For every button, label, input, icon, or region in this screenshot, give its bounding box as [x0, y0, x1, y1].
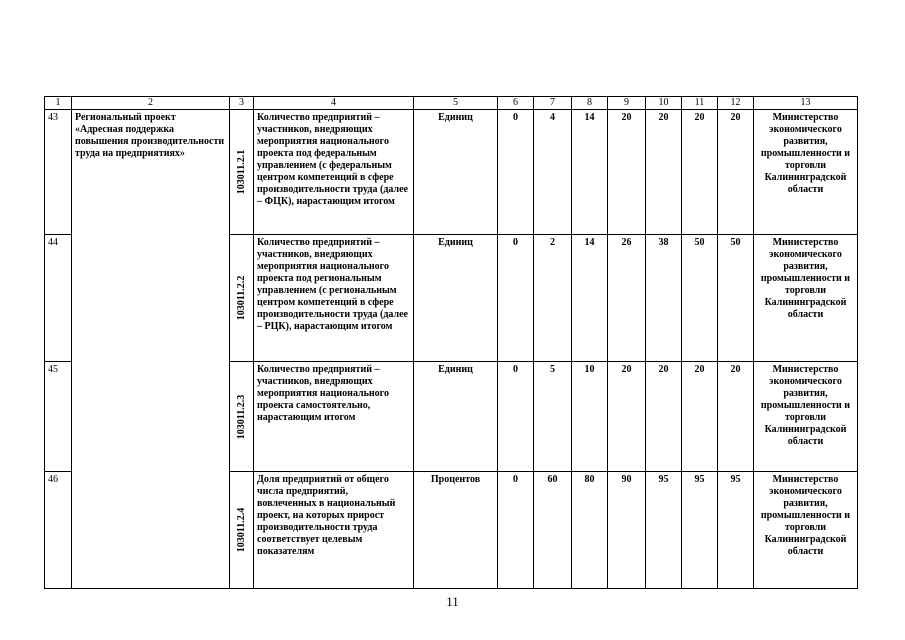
- responsible-cell: Министерство экономического развития, промышленности и торговли Калининградской области: [754, 110, 858, 235]
- header-cell: 7: [534, 97, 572, 110]
- value-cell: 20: [646, 362, 682, 472]
- header-cell: 1: [45, 97, 72, 110]
- header-cell: 11: [682, 97, 718, 110]
- value-cell: 50: [718, 235, 754, 362]
- header-cell: 12: [718, 97, 754, 110]
- value-cell: 14: [572, 235, 608, 362]
- value-cell: 90: [608, 472, 646, 589]
- value-cell: 10: [572, 362, 608, 472]
- indicator-code-text: 103011.2.1: [235, 149, 247, 195]
- value-cell: 20: [682, 362, 718, 472]
- row-number: 46: [45, 472, 72, 589]
- header-cell: 13: [754, 97, 858, 110]
- responsible-cell: Министерство экономического развития, промышленности и торговли Калининградской области: [754, 235, 858, 362]
- indicator-code: [230, 362, 254, 472]
- value-cell: 0: [498, 472, 534, 589]
- value-cell: 95: [718, 472, 754, 589]
- value-cell: 80: [572, 472, 608, 589]
- value-cell: 50: [682, 235, 718, 362]
- indicator-code-text: 103011.2.2: [235, 275, 247, 321]
- indicator-code-text: 103011.2.3: [235, 394, 247, 439]
- header-cell: 2: [72, 97, 230, 110]
- value-cell: 20: [682, 110, 718, 235]
- indicator-code: [230, 110, 254, 235]
- responsible-cell: Министерство экономического развития, промышленности и торговли Калининградской области: [754, 472, 858, 589]
- value-cell: 14: [572, 110, 608, 235]
- header-cell: 8: [572, 97, 608, 110]
- project-name: Региональный проект «Адресная поддержка повышения производительности труда на предприятиях»: [72, 110, 230, 589]
- value-cell: 0: [498, 235, 534, 362]
- row-number: 44: [45, 235, 72, 362]
- value-cell: 0: [498, 110, 534, 235]
- value-cell: 20: [718, 110, 754, 235]
- value-cell: 20: [718, 362, 754, 472]
- row-number: 45: [45, 362, 72, 472]
- unit-cell: Процентов: [414, 472, 498, 589]
- value-cell: 5: [534, 362, 572, 472]
- indicator-name: Количество предприятий – участников, внедряющих мероприятия национального проекта под региональным управлением (с региональным центром компетенций в сфере производительности труда (далее – РЦК), нарастающим итогом: [254, 235, 414, 362]
- header-cell: 9: [608, 97, 646, 110]
- header-cell: 6: [498, 97, 534, 110]
- header-cell: 10: [646, 97, 682, 110]
- indicator-code: [230, 472, 254, 589]
- page-number: 11: [446, 594, 459, 609]
- value-cell: 20: [608, 110, 646, 235]
- indicator-code: [230, 235, 254, 362]
- value-cell: 95: [646, 472, 682, 589]
- indicator-name: Доля предприятий от общего числа предприятий, вовлеченных в национальный проект, на которых прирост производительности труда соответствует целевым показателям: [254, 472, 414, 589]
- value-cell: 20: [646, 110, 682, 235]
- value-cell: 4: [534, 110, 572, 235]
- header-row: [45, 97, 858, 110]
- indicators-table: [44, 96, 858, 589]
- header-cell: 3: [230, 97, 254, 110]
- value-cell: 2: [534, 235, 572, 362]
- row-number: 43: [45, 110, 72, 235]
- value-cell: 26: [608, 235, 646, 362]
- value-cell: 20: [608, 362, 646, 472]
- indicator-name: Количество предприятий – участников, внедряющих мероприятия национального проекта самостоятельно, нарастающим итогом: [254, 362, 414, 472]
- value-cell: 60: [534, 472, 572, 589]
- header-cell: 4: [254, 97, 414, 110]
- unit-cell: Единиц: [414, 362, 498, 472]
- unit-cell: Единиц: [414, 110, 498, 235]
- value-cell: 38: [646, 235, 682, 362]
- indicator-name: Количество предприятий – участников, внедряющих мероприятия национального проекта под федеральным управлением (с федеральным центром компетенций в сфере производительности труда (далее – ФЦК), нарастающим итогом: [254, 110, 414, 235]
- unit-cell: Единиц: [414, 235, 498, 362]
- indicator-code-text: 103011.2.4: [235, 507, 247, 553]
- value-cell: 95: [682, 472, 718, 589]
- value-cell: 0: [498, 362, 534, 472]
- header-cell: 5: [414, 97, 498, 110]
- table-row: [45, 110, 858, 235]
- responsible-cell: Министерство экономического развития, промышленности и торговли Калининградской области: [754, 362, 858, 472]
